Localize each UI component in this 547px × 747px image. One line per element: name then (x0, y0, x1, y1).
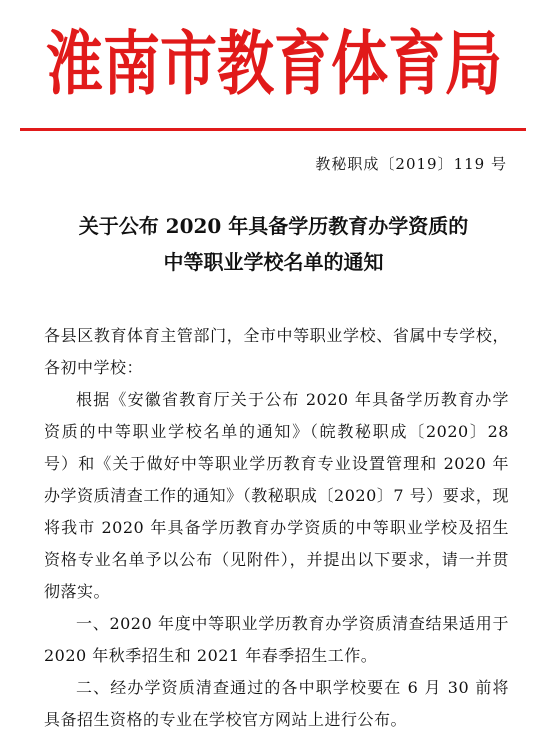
document-body (44, 320, 509, 736)
paragraph-1: 根据《安徽省教育厅关于公布 2020 年具备学历教育办学资质的中等职业学校名单的通知》（皖教秘职成〔2020〕28 号）和《关于做好中等职业学历教育专业设置管理和 2020 年办学资质清查工作的通知》（教秘职成〔2020〕7 号）要求，现将我市 2020 年具备学历教育办学资质的中等职业学校及招生资格专业名单予以公布（见附件），并提出以下要求，请一并贯彻落实。 (44, 390, 509, 601)
red-divider-line (20, 128, 526, 131)
document-number: 教秘职成〔2019〕119 号 (315, 155, 507, 173)
agency-masthead: 淮南市教育体育局 (46, 24, 502, 105)
document-title (0, 208, 547, 280)
paragraph-3: 二、经办学资质清查通过的各中职学校要在 6 月 30 前将具备招生资格的专业在学校官方网站上进行公布。 (44, 678, 509, 729)
addressee: 各县区教育体育主管部门，全市中等职业学校、省属中专学校，各初中学校： (44, 326, 509, 377)
title-line-2: 中等职业学校名单的通知 (163, 250, 384, 274)
paragraph-2: 一、2020 年度中等职业学历教育办学资质清查结果适用于 2020 年秋季招生和 2021 年春季招生工作。 (44, 614, 509, 665)
title-line-1: 关于公布 2020 年具备学历教育办学资质的 (78, 214, 469, 238)
